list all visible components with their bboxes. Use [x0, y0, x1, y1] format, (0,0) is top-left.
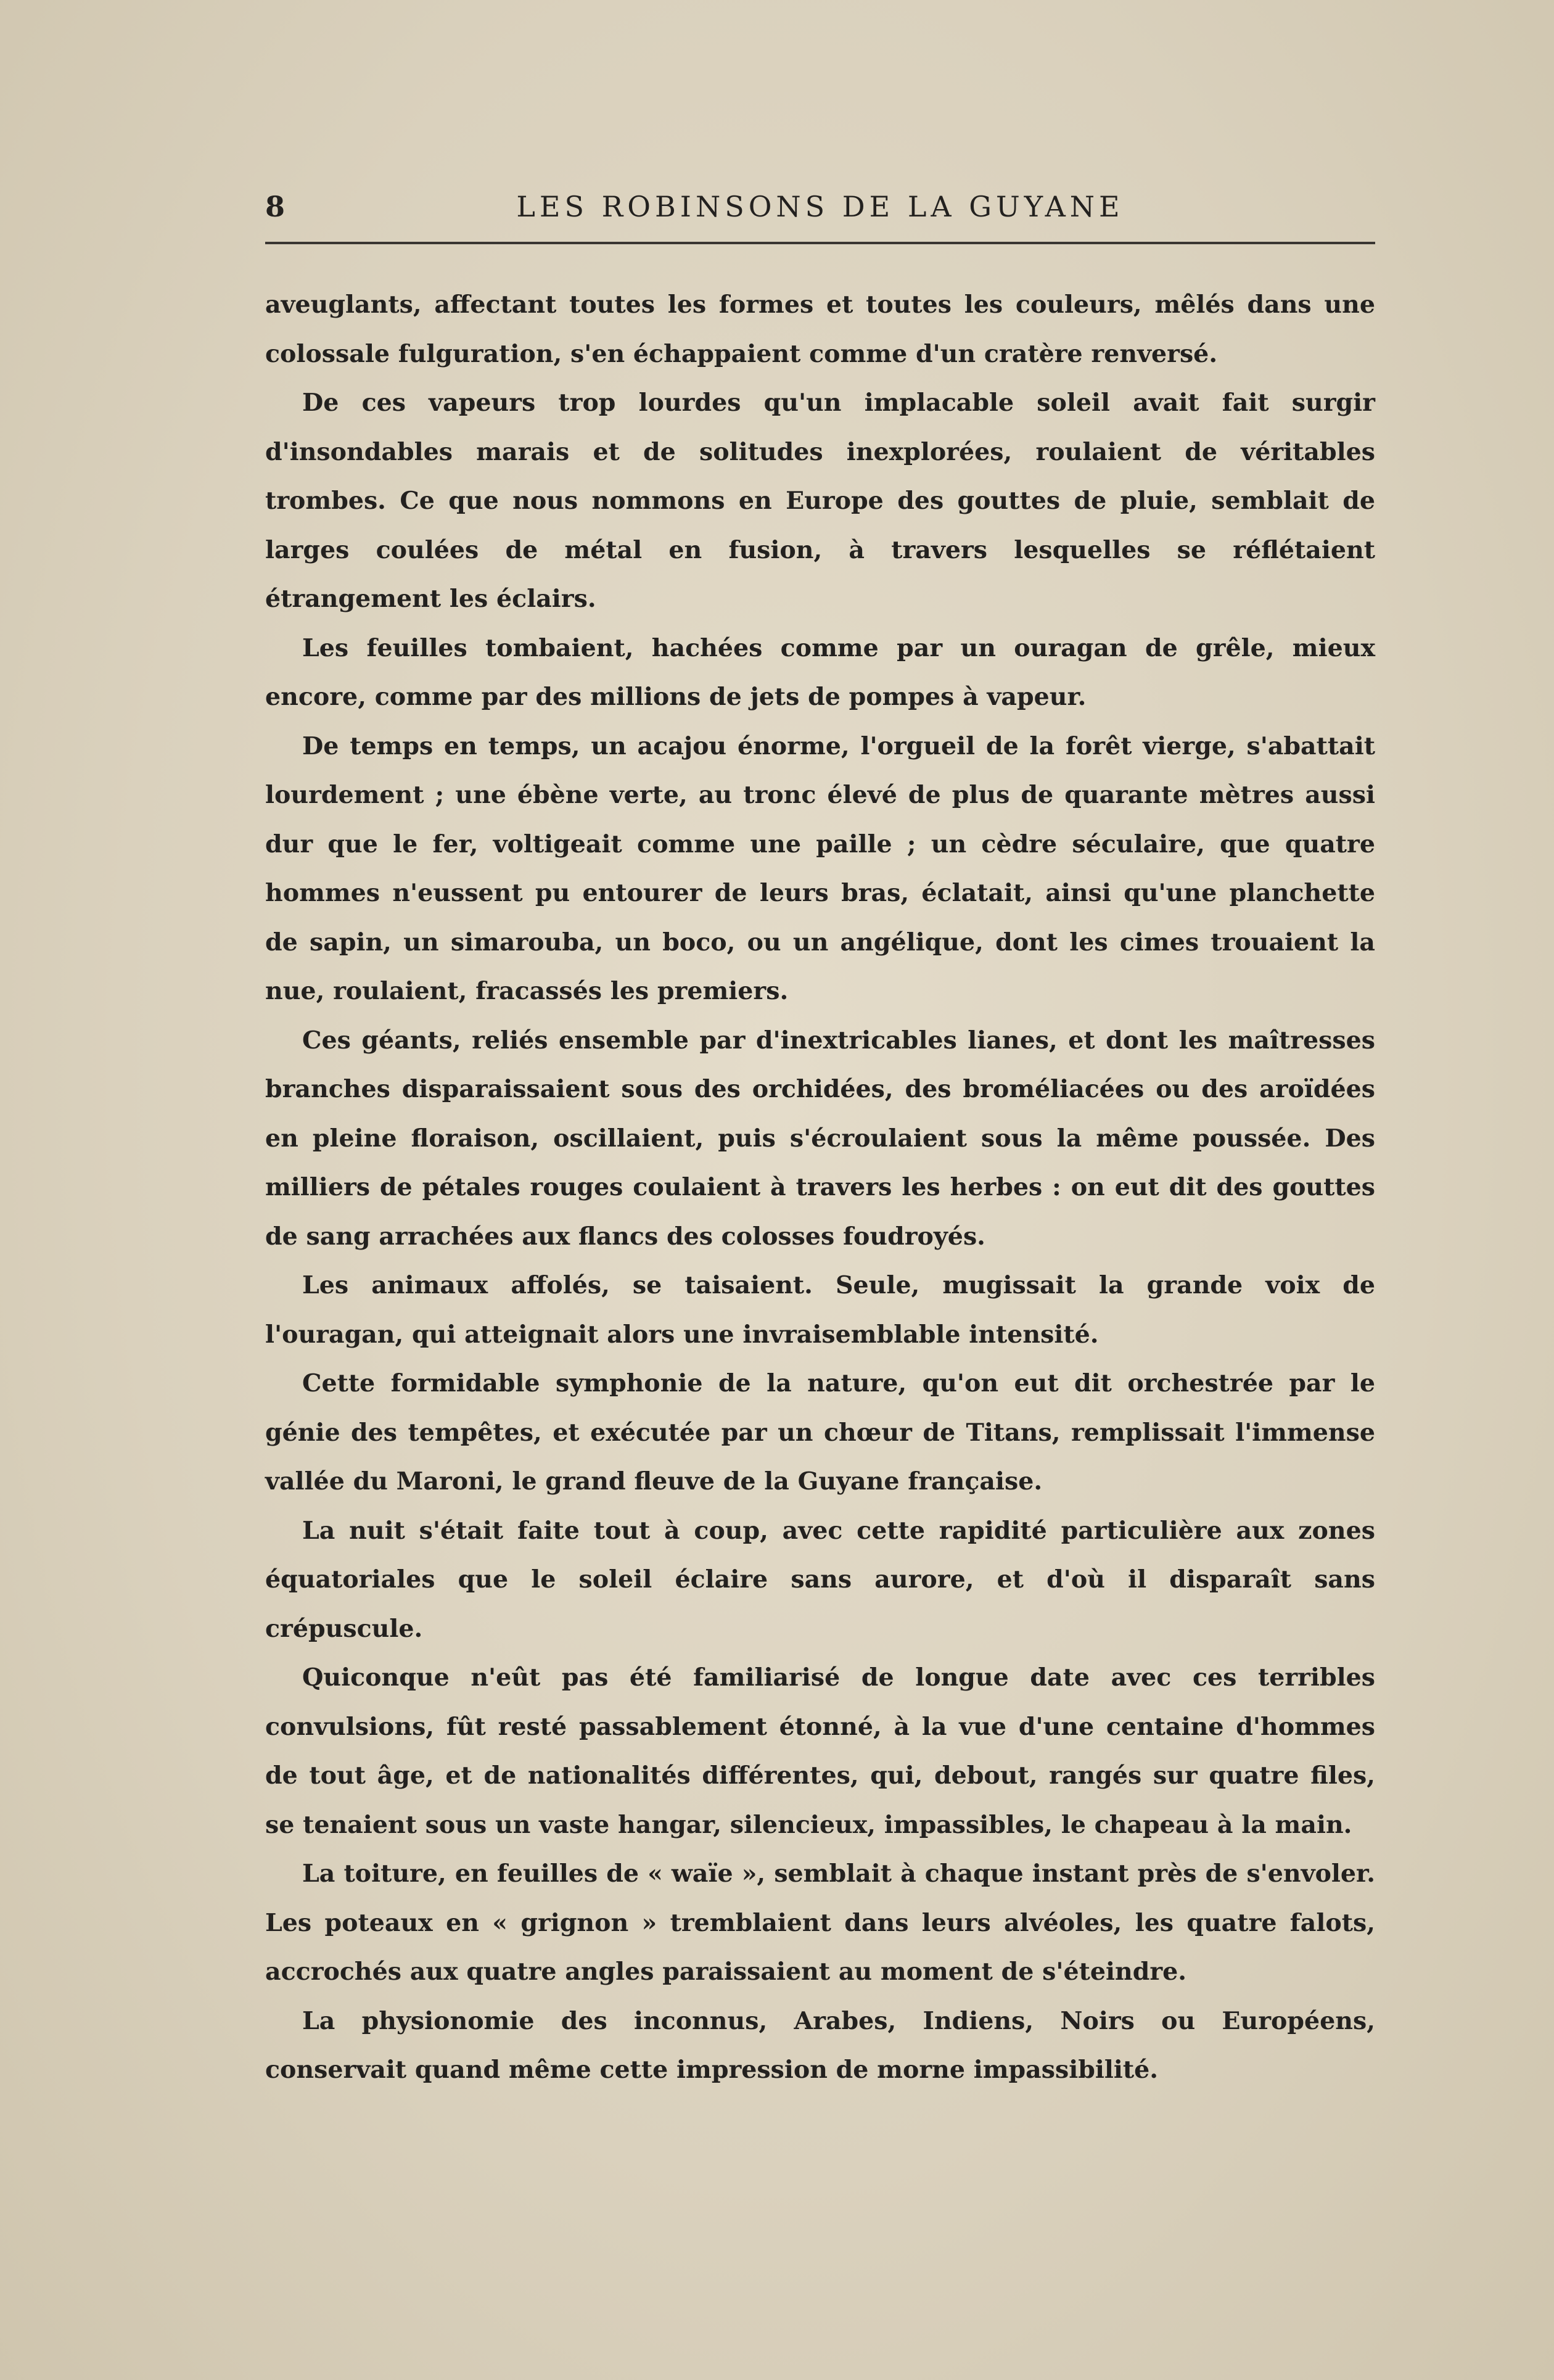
header-rule — [265, 242, 1375, 244]
paragraph: Quiconque n'eût pas été familiarisé de longue date avec ces terribles convulsions, fût resté passablement étonné, à la vue d'une centaine d'hommes de tout âge, et de nationalités différentes, qui, debout, rangés sur quatre files, se tenaient sous un vaste hangar, silencieux, impassibles, le chapeau à la main. — [265, 1663, 1375, 1839]
body-text — [265, 281, 1375, 2095]
paragraph: Cette formidable symphonie de la nature, qu'on eut dit orchestrée par le génie des tempêtes, et exécutée par un chœur de Titans, remplissait l'immense vallée du Maroni, le grand fleuve de la Guyane française. — [265, 1369, 1375, 1496]
paragraph: La physionomie des inconnus, Arabes, Indiens, Noirs ou Européens, conservait quand même cette impression de morne impassibilité. — [265, 2006, 1375, 2084]
paragraph: La nuit s'était faite tout à coup, avec cette rapidité particulière aux zones équatoriales que le soleil éclaire sans aurore, et d'où il disparaît sans crépuscule. — [265, 1516, 1375, 1643]
paragraph: La toiture, en feuilles de « waïe », semblait à chaque instant près de s'envoler. Les poteaux en « grignon » tremblaient dans leurs alvéoles, les quatre falots, accrochés aux quatre angles paraissaient au moment de s'éteindre. — [265, 1859, 1375, 1986]
paragraph: De ces vapeurs trop lourdes qu'un implacable soleil avait fait surgir d'insondables marais et de solitudes inexplorées, roulaient de véritables trombes. Ce que nous nommons en Europe des gouttes de pluie, semblait de larges coulées de métal en fusion, à travers lesquelles se réflétaient étrangement les éclairs. — [265, 389, 1375, 613]
paragraph: De temps en temps, un acajou énorme, l'orgueil de la forêt vierge, s'abattait lourdement ; une ébène verte, au tronc élevé de plus de quarante mètres aussi dur que le fer, voltigeait comme une paille ; un cèdre séculaire, que quatre hommes n'eussent pu entourer de leurs bras, éclatait, ainsi qu'une planchette de sapin, un simarouba, un boco, ou un angélique, dont les cimes trouaient la nue, roulaient, fracassés les premiers. — [265, 731, 1375, 1005]
page-header — [265, 182, 1375, 231]
paragraph: Les animaux affolés, se taisaient. Seule, mugissait la grande voix de l'ouragan, qui atteignait alors une invraisemblable intensité. — [265, 1271, 1375, 1349]
paragraph: aveuglants, affectant toutes les formes et toutes les couleurs, mêlés dans une colossale fulguration, s'en échappaient comme d'un cratère renversé. — [265, 290, 1375, 368]
page-number: 8 — [265, 190, 286, 223]
paragraph: Les feuilles tombaient, hachées comme par un ouragan de grêle, mieux encore, comme par des millions de jets de pompes à vapeur. — [265, 633, 1375, 711]
paragraph: Ces géants, reliés ensemble par d'inextricables lianes, et dont les maîtresses branches disparaissaient sous des orchidées, des broméliacées ou des aroïdées en pleine floraison, oscillaient, puis s'écroulaient sous la même poussée. Des milliers de pétales rouges coulaient à travers les herbes : on eut dit des gouttes de sang arrachées aux flancs des colosses foudroyés. — [265, 1026, 1375, 1251]
running-title: LES ROBINSONS DE LA GUYANE — [516, 190, 1124, 223]
